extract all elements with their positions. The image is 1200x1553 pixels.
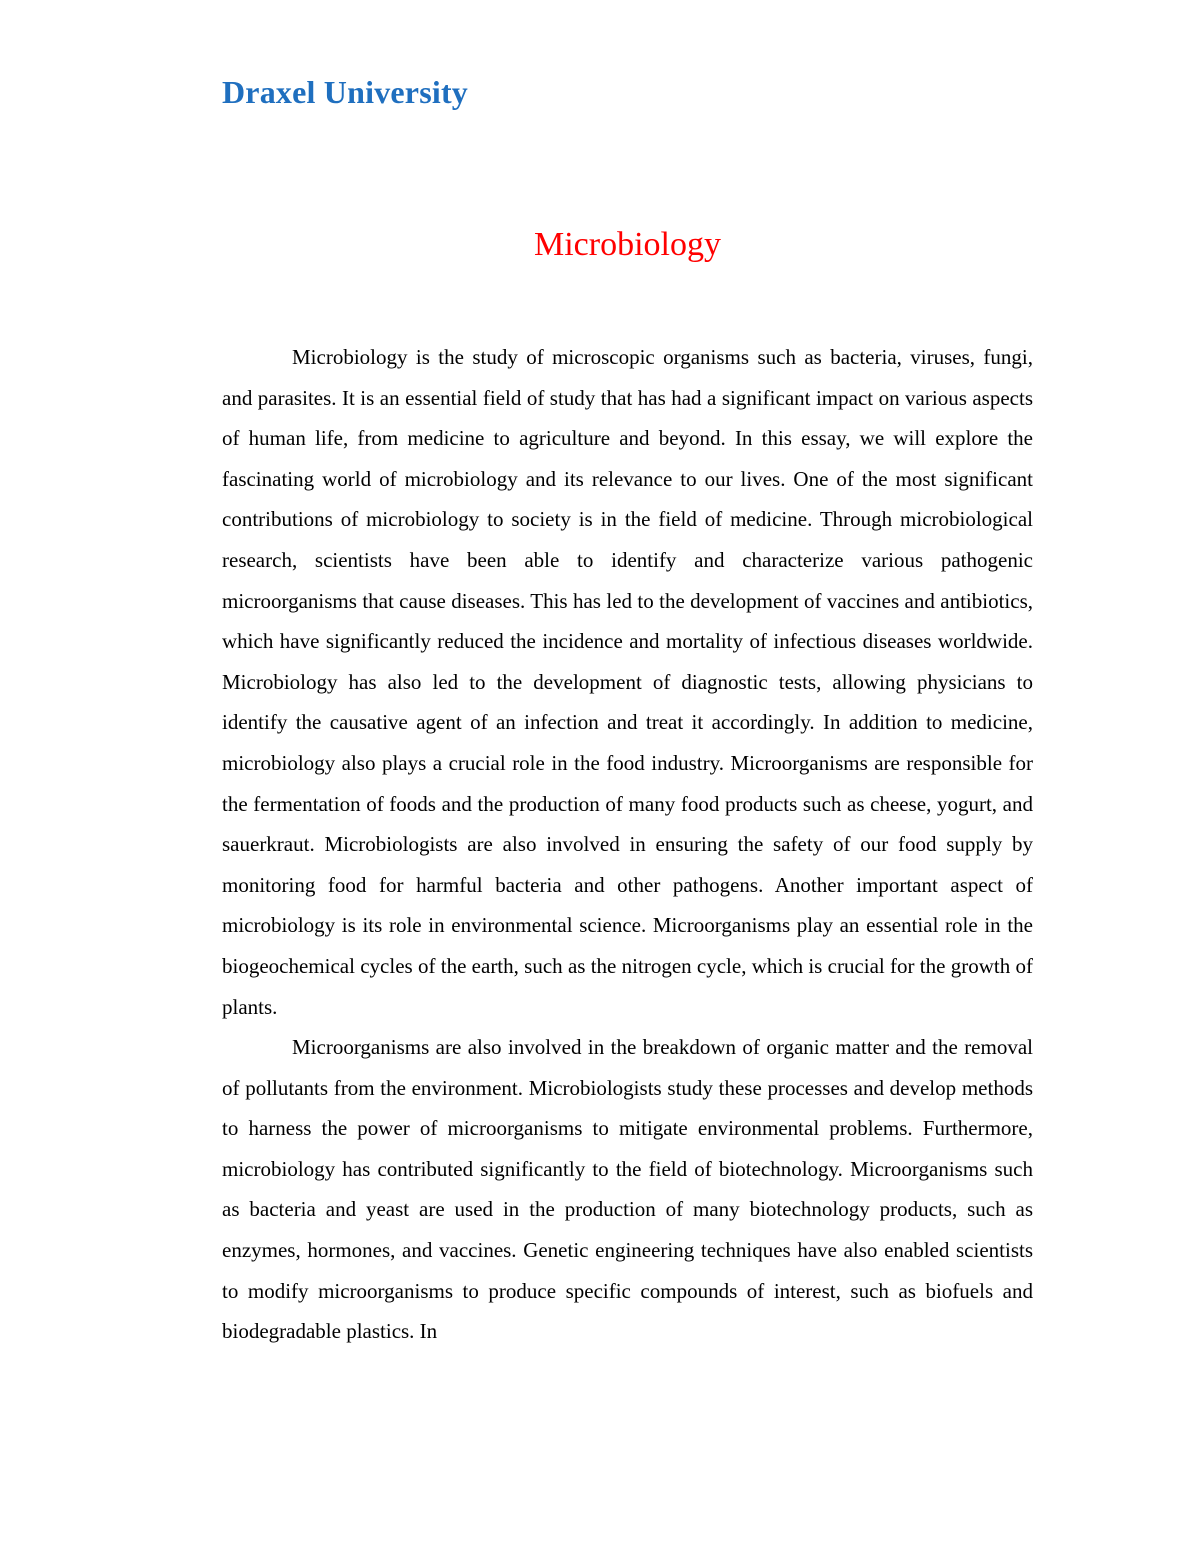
institution-name: Draxel University <box>222 74 469 110</box>
body-paragraph-2: Microorganisms are also involved in the breakdown of organic matter and the removal of pollutants from the environment. Microbiologists study these processes and develop methods to harness the power of microorganisms to mitigate environmental problems. Furthermore, microbiology has contributed significantly to the field of biotechnology. Microorganisms such as bacteria and yeast are used in the production of many biotechnology products, such as enzymes, hormones, and vaccines. Genetic engineering techniques have also enabled scientists to modify microorganisms to produce specific compounds of interest, such as biofuels and biodegradable plastics. In <box>222 1035 1033 1344</box>
body-paragraph-1: Microbiology is the study of microscopic organisms such as bacteria, viruses, fungi, and parasites. It is an essential field of study that has had a significant impact on various aspects of human life, from medicine to agriculture and beyond. In this essay, we will explore the fascinating world of microbiology and its relevance to our lives. One of the most significant contributions of microbiology to society is in the field of medicine. Through microbiological research, scientists have been able to identify and characterize various pathogenic microorganisms that cause diseases. This has led to the development of vaccines and antibiotics, which have significantly reduced the incidence and mortality of infectious diseases worldwide. Microbiology has also led to the development of diagnostic tests, allowing physicians to identify the causative agent of an infection and treat it accordingly. In addition to medicine, microbiology also plays a crucial role in the food industry. Microorganisms are responsible for the fermentation of foods and the production of many food products such as cheese, yogurt, and sauerkraut. Microbiologists are also involved in ensuring the safety of our food supply by monitoring food for harmful bacteria and other pathogens. Another important aspect of microbiology is its role in environmental science. Microorganisms play an essential role in the biogeochemical cycles of the earth, such as the nitrogen cycle, which is crucial for the growth of plants. <box>222 345 1033 1019</box>
document-body <box>222 337 1033 1352</box>
document-title: Microbiology <box>534 226 721 263</box>
